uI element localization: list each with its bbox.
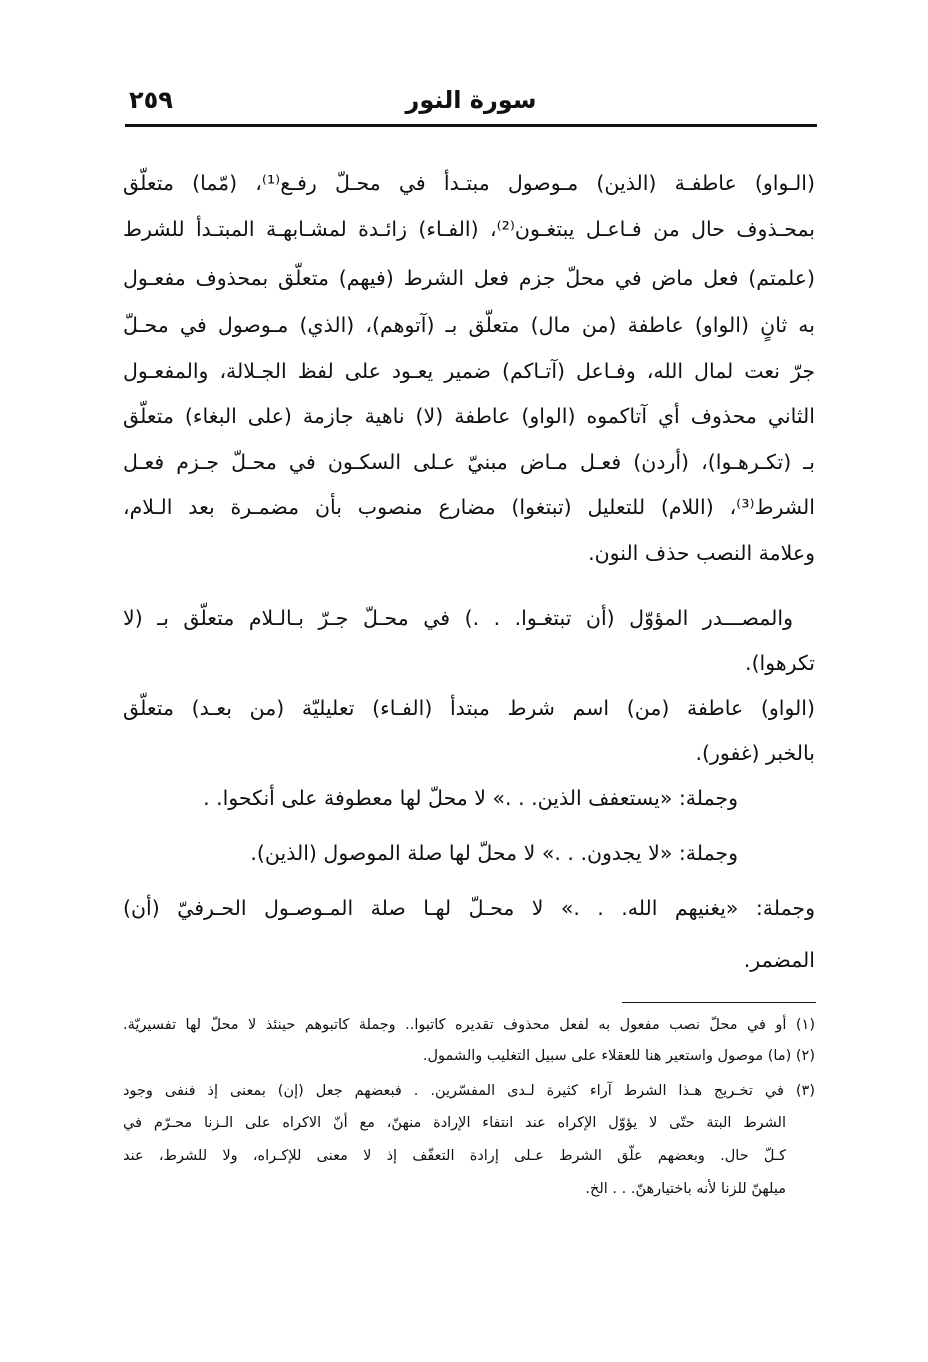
page-number: ٢٥٩: [129, 86, 173, 114]
text-line: به ثانٍ (الواو) عاطفة (من مال) متعلّق بـ (آتوهم)، (الذي) مـوصول في محـلّ: [123, 313, 815, 337]
text-line: وعلامة النصب حذف النون.: [588, 541, 815, 565]
footnote-line: ميلهنّ للزنا لأنه باختيارهنّ. . . الخ.: [585, 1181, 786, 1197]
footnote-line: الشرط البتة حتّى لا يؤوّل الإكراه عند انتفاء الإرادة منهنّ، مع أنّ الاكراه على الـزنا محـرّم في: [123, 1115, 786, 1131]
text-line: بـ (تكـرهـوا)، (أردن) فعـل مـاض مبنيّ عـلى السكـون في محـلّ جـزم فعـل: [123, 450, 815, 474]
text-line: والمصـــدر المؤوّل (أن تبتغـوا. . .) في محـلّ جـرّ بـالـلام متعلّق بـ (لا: [123, 606, 793, 630]
footnote-line: (٣) في تخـريج هـذا الشرط آراء كثيرة لـدى المفسّرين. . فبعضهم جعل (إن) بمعنى إذ فنفى وجود: [123, 1083, 815, 1099]
header-rule: [125, 124, 817, 127]
text-line: (علمتم) فعل ماض في محلّ جزم فعل الشرط (فيهم) متعلّق بمحذوف مفعـول: [123, 266, 815, 290]
footnote-2: (٢) (ما) موصول واستعير هنا للعقلاء على سبيل التغليب والشمول.: [422, 1048, 815, 1064]
text-line: وجملة: «يغنيهم الله. . .» لا محـلّ لهـا صلة المـوصـول الحـرفيّ (أن): [123, 896, 815, 920]
text-line: المضمر.: [743, 948, 815, 972]
footnote-line: كـلّ حال. وبعضهم علّق الشرط عـلى إرادة التعفّف إذ لا معنى للإكـراه، ولا للشرط، عند: [123, 1148, 786, 1164]
text-line: جرّ نعت لمال الله، وفـاعل (آتـاكم) ضمير يعـود على لفظ الجـلالة، والمفعـول: [123, 359, 815, 383]
text-line: بالخبر (غفور).: [695, 741, 815, 765]
page-title: سورة النور: [405, 86, 537, 114]
text-line: (الـواو) عاطفـة (الذين) مـوصول مبتـدأ في محـلّ رفـع⁽¹⁾، (مّما) متعلّق: [123, 171, 815, 195]
sentence-note-1: وجملة: «يستعفف الذين. . .» لا محلّ لها معطوفة على أنكحوا. .: [203, 786, 738, 810]
text-line: الشرط⁽³⁾، (اللام) للتعليل (تبتغوا) مضارع منصوب بأن مضمـرة بعد الـلام،: [123, 495, 815, 519]
text-line: تكرهوا).: [745, 651, 815, 675]
text-line: (الواو) عاطفة (من) اسم شرط مبتدأ (الفـاء) تعليليّة (من بعـد) متعلّق: [123, 696, 815, 720]
page-header: [125, 82, 817, 122]
footnote-1: (١) أو في محلّ نصب مفعول به لفعل محذوف تقديره كاتبوا.. وجملة كاتبوهم حينئذ لا محلّ لها تفسيريّة.: [123, 1017, 815, 1033]
text-line: بمحـذوف حال من فـاعـل يبتغـون⁽²⁾، (الفـاء) زائـدة لمشـابهـة المبتـدأ للشرط: [123, 217, 816, 241]
sentence-note-2: وجملة: «لا يجدون. . .» لا محلّ لها صلة الموصول (الذين).: [250, 841, 738, 865]
footnote-rule: [622, 1002, 816, 1003]
text-line: الثاني محذوف أي آتاكموه (الواو) عاطفة (لا) ناهية جازمة (على البغاء) متعلّق: [123, 404, 815, 428]
